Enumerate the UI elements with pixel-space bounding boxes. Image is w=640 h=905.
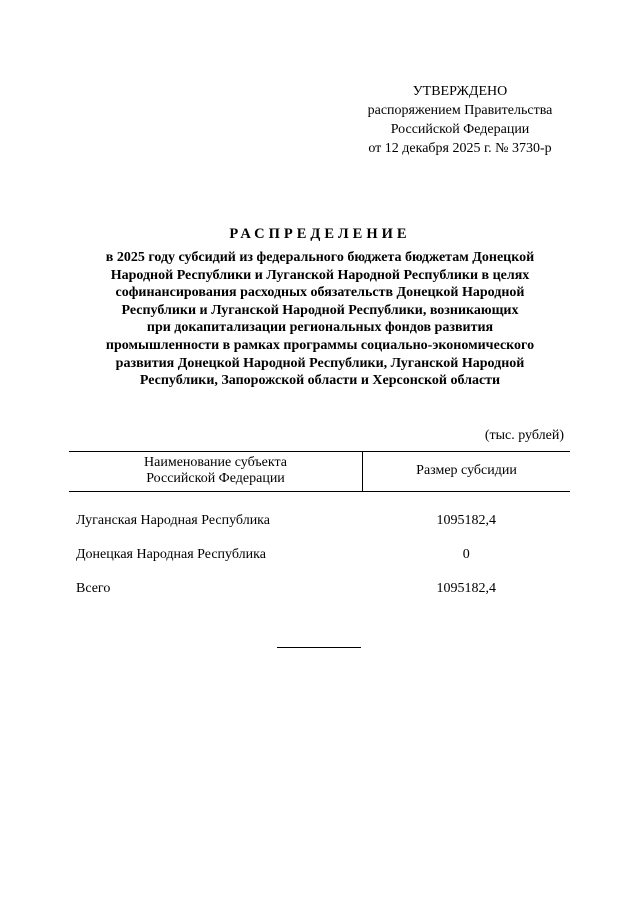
header-amount: Размер субсидии [363,452,571,492]
total-amount: 1095182,4 [436,581,496,596]
table-row [69,492,570,539]
document-subtitle [60,249,580,390]
document-title: РАСПРЕДЕЛЕНИЕ [229,226,411,242]
row-amount: 1095182,4 [436,513,496,528]
subtitle-line: Республики и Луганской Народной Республики, возникающих [121,302,519,318]
subtitle-line: при докапитализации региональных фондов развития [146,320,494,336]
table-header-row [69,452,570,492]
allocation-table [69,451,570,606]
row-subject-name: Донецкая Народная Республика [76,547,266,562]
approval-line-2: Российской Федерации [390,122,530,137]
table-row [69,538,570,572]
approval-status: УТВЕРЖДЕНО [412,84,508,99]
subtitle-line: Народной Республики и Луганской Народной Республики в целях [110,267,530,283]
header-subject [69,452,363,492]
closing-divider [277,647,361,648]
subtitle-line: софинансирования расходных обязательств Донецкой Народной [115,285,525,301]
total-label: Всего [76,581,111,596]
row-subject-name: Луганская Народная Республика [76,513,270,528]
table-row-total [69,572,570,606]
row-amount: 0 [462,547,470,562]
subtitle-line: промышленности в рамках программы социально-экономического [105,337,535,353]
header-subject-line-2: Российской Федерации [146,471,285,486]
subtitle-line: Республики, Запорожской области и Херсонской области [139,373,501,389]
subtitle-line: в 2025 году субсидий из федерального бюджета бюджетам Донецкой [105,250,535,265]
approval-line-1: распоряжением Правительства [367,103,553,118]
approval-block [330,82,590,158]
subtitle-line: развития Донецкой Народной Республики, Луганской Народной [115,355,525,371]
header-subject-line-1: Наименование субъекта [144,455,287,470]
units-label: (тыс. рублей) [484,428,564,443]
approval-line-3: от 12 декабря 2025 г. № 3730-р [368,141,552,156]
